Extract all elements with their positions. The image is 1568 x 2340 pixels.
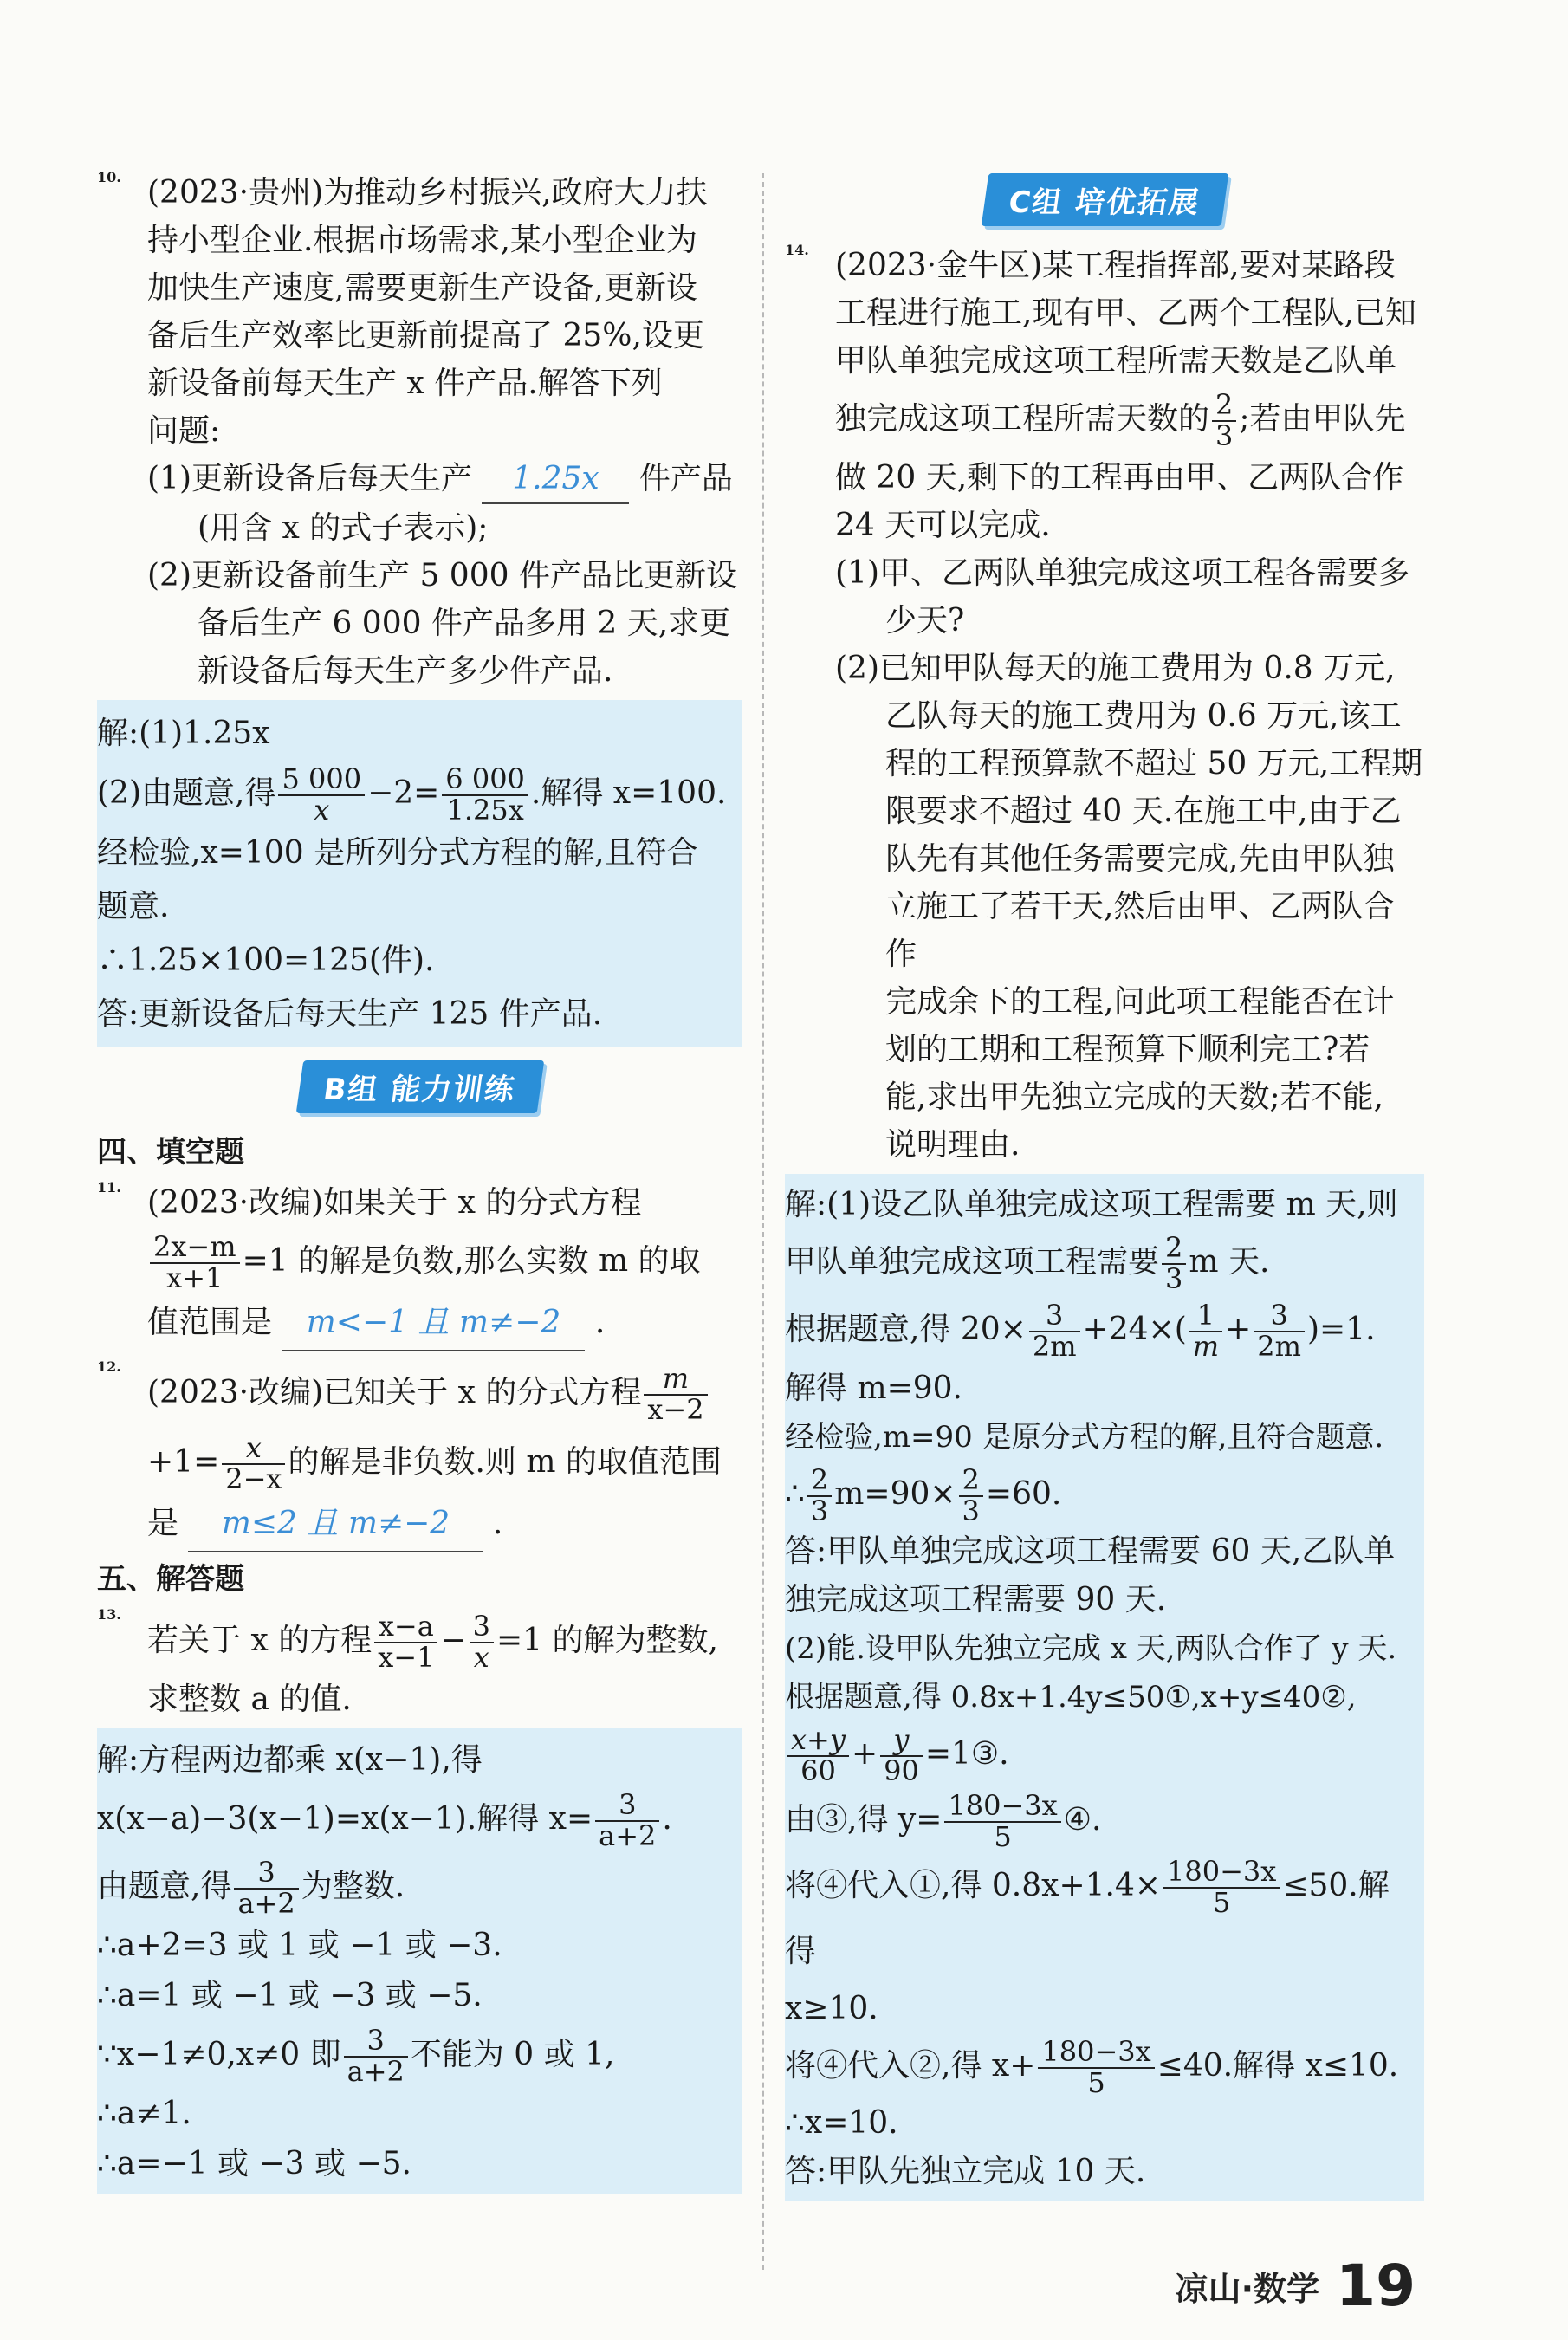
solution-line: ∴a=−1 或 −3 或 −5. (97, 2146, 411, 2181)
sub-question: 说明理由. (885, 1127, 1020, 1163)
question-text: (2023·金牛区)某工程指挥部,要对某路段 (835, 248, 1396, 283)
column-divider (762, 173, 764, 2270)
solution-line: 将④代入①,得 0.8x+1.4× $\frac{180-3x}{5}$ ≤50.解得 (785, 1855, 1390, 1969)
fraction: $\frac{1}{m}$ (1189, 1301, 1222, 1361)
filled-answer: m<−1 且 m≠−2 (282, 1296, 585, 1351)
sub-question: 立施工了若干天,然后由甲、乙两队合作 (885, 889, 1395, 972)
solution-line: 解得 m=90. (785, 1371, 962, 1406)
solution-line: 答:甲队先独立完成 10 天. (785, 2154, 1146, 2189)
solution-line: 题意. (97, 889, 170, 924)
question-number: 14. (785, 242, 809, 258)
question-text: (2023·改编)已知关于 x 的分式方程 $\frac{m}{x-2}$ (147, 1358, 742, 1428)
fraction: $\frac{2}{3}$ (1162, 1234, 1186, 1293)
fraction: $\frac{2}{3}$ (959, 1466, 983, 1526)
solution-line: 根据题意,得 20× $\frac{3}{2m}$ +24×( $\frac{1}{m}$ + $\frac{3}{2m}$ )=1. (785, 1299, 1376, 1363)
sub-question: 完成余下的工程,问此项工程能否在计 (885, 984, 1395, 1020)
solution-13 (97, 1728, 742, 2194)
question-number: 12. (97, 1358, 121, 1375)
solution-line: 独完成这项工程需要 90 天. (785, 1582, 1167, 1617)
question-text: 是 m≤2 且 m≠−2 . (147, 1497, 742, 1552)
solution-line: 解:(1)1.25x (97, 716, 270, 751)
question-text: 问题: (147, 413, 221, 449)
sub-question: 新设备后每天生产多少件产品. (198, 653, 613, 689)
solution-line: 经检验,m=90 是原分式方程的解,且符合题意. (785, 1420, 1384, 1455)
sub-question: (1)更新设备后每天生产 1.25x 件产品 (147, 455, 742, 504)
fraction: $\frac{3}{a+2}$ (595, 1791, 659, 1851)
question-text: 若关于 x 的方程 $\frac{x-a}{x-1}$ − $\frac{3}{x}$ =1 的解为整数, (147, 1610, 718, 1674)
question-text: 求整数 a 的值. (147, 1682, 352, 1717)
question-number: 13. (97, 1606, 121, 1623)
solution-line: (2)由题意,得 $\frac{5 000}{x}$ −2= $\frac{6 000}{1.25x}$ .解得 x=100. (97, 762, 727, 826)
solution-line: (2)能.设甲队先独立完成 x 天,两队合作了 y 天. (785, 1631, 1397, 1666)
sub-question: (用含 x 的式子表示); (198, 510, 489, 546)
page-footer (1176, 2252, 1416, 2319)
fraction: $\frac{3}{a+2}$ (344, 2026, 408, 2086)
question-13 (97, 1606, 742, 1723)
question-number: 10. (97, 169, 121, 185)
solution-line: ∴a+2=3 或 1 或 −1 或 −3. (97, 1928, 502, 1963)
section-heading: 五、解答题 (97, 1562, 244, 1597)
fraction: $\frac{2x-m}{x+1}$ (150, 1233, 240, 1293)
group-c-banner: C组 培优拓展 (981, 173, 1228, 226)
solution-line: 经检验,x=100 是所列分式方程的解,且符合 (97, 835, 698, 871)
right-column (785, 173, 1424, 2201)
question-text: 备后生产效率比更新前提高了 25%,设更 (147, 318, 704, 353)
question-number: 11. (97, 1179, 121, 1196)
question-text: 独完成这项工程所需天数的 $\frac{2}{3}$ ;若由甲队先 (835, 388, 1406, 452)
fraction: $\frac{180-3x}{5}$ (1163, 1857, 1280, 1917)
solution-line: 答:甲队单独完成这项工程需要 60 天,乙队单 (785, 1533, 1396, 1569)
solution-line: ∴1.25×100=125(件). (97, 943, 435, 978)
fraction: $\frac{x-a}{x-1}$ (374, 1612, 437, 1672)
solution-line: 解:方程两边都乘 x(x−1),得 (97, 1742, 483, 1778)
sub-question: (2)更新设备前生产 5 000 件产品比更新设 (147, 558, 737, 593)
fraction: $\frac{2}{3}$ (807, 1466, 832, 1526)
solution-line: ∵x−1≠0,x≠0 即 $\frac{3}{a+2}$ 不能为 0 或 1, (97, 2024, 615, 2088)
fraction: $\frac{180-3x}{5}$ (1038, 2038, 1154, 2097)
solution-line: ∴a≠1. (97, 2096, 191, 2131)
section-heading: 四、填空题 (97, 1135, 244, 1170)
question-text: 新设备前每天生产 x 件产品.解答下列 (147, 366, 663, 401)
solution-14 (785, 1174, 1424, 2201)
sub-question: 少天? (885, 603, 965, 638)
solution-line: ∴x=10. (785, 2105, 898, 2141)
question-12 (97, 1358, 742, 1552)
solution-line: 答:更新设备后每天生产 125 件产品. (97, 996, 603, 1032)
question-text: (2023·改编)如果关于 x 的分式方程 (147, 1185, 642, 1221)
sub-question: 能,求出甲先独立完成的天数;若不能, (885, 1079, 1384, 1115)
fraction: $\frac{180-3x}{5}$ (944, 1792, 1060, 1851)
sub-question: 备后生产 6 000 件产品多用 2 天,求更 (198, 606, 731, 641)
solution-line: 解:(1)设乙队单独完成这项工程需要 m 天,则 (785, 1187, 1398, 1222)
fraction: $\frac{2}{3}$ (1212, 391, 1236, 450)
footer-text: 凉山·数学 (1175, 2270, 1320, 2308)
sub-question: (1)甲、乙两队单独完成这项工程各需要多 (835, 555, 1409, 591)
fraction: $\frac{6 000}{1.25x}$ (442, 765, 528, 825)
fraction: $\frac{y}{90}$ (880, 1726, 923, 1786)
sub-question: 队先有其他任务需要完成,先由甲队独 (885, 841, 1395, 877)
solution-line: 根据题意,得 0.8x+1.4y≤50①,x+y≤40②, (785, 1680, 1357, 1714)
question-text: +1= $\frac{x}{2-x}$ 的解是非负数.则 m 的取值范围 (147, 1431, 722, 1495)
solution-line: 由③,得 y= $\frac{180-3x}{5}$ ④. (785, 1789, 1102, 1853)
sub-question: 程的工程预算款不超过 50 万元,工程期 (885, 746, 1423, 781)
fraction: $\frac{3}{x}$ (470, 1612, 494, 1672)
page-number: 19 (1336, 2252, 1416, 2319)
question-text: 加快生产速度,需要更新生产设备,更新设 (147, 270, 697, 306)
question-text: 24 天可以完成. (835, 508, 1051, 543)
fraction: $\frac{x}{2-x}$ (222, 1434, 285, 1494)
left-column (97, 169, 742, 2194)
question-text: 做 20 天,剩下的工程再由甲、乙两队合作 (835, 460, 1404, 496)
solution-line: 甲队单独完成这项工程需要 $\frac{2}{3}$ m 天. (785, 1231, 1270, 1295)
question-text: 工程进行施工,现有甲、乙两个工程队,已知 (835, 295, 1416, 331)
solution-line: x≥10. (785, 1991, 878, 2026)
fraction: $\frac{3}{2m}$ (1029, 1301, 1080, 1361)
group-b-banner: B组 能力训练 (295, 1060, 543, 1113)
sub-question: (2)已知甲队每天的施工费用为 0.8 万元, (835, 651, 1396, 686)
question-text: 甲队单独完成这项工程所需天数是乙队单 (835, 343, 1397, 379)
question-text: 值范围是 m<−1 且 m≠−2 . (147, 1296, 742, 1351)
solution-line: ∴a=1 或 −1 或 −3 或 −5. (97, 1978, 483, 2013)
fraction: $\frac{x+y}{60}$ (787, 1726, 849, 1786)
solution-line: ∴ $\frac{2}{3}$ m=90× $\frac{2}{3}$ =60. (785, 1463, 1062, 1527)
fraction: $\frac{5 000}{x}$ (278, 765, 365, 825)
solution-line: x(x−a)−3(x−1)=x(x−1).解得 x= $\frac{3}{a+2}$ . (97, 1788, 672, 1852)
group-b-banner-wrap (97, 1060, 742, 1113)
fraction: $\frac{3}{a+2}$ (234, 1858, 298, 1918)
question-text: (2023·贵州)为推动乡村振兴,政府大力扶 (147, 175, 708, 211)
solution-10 (97, 700, 742, 1047)
solution-line: $\frac{x+y}{60}$ + $\frac{y}{90}$ =1③. (785, 1721, 1419, 1787)
sub-question: 限要求不超过 40 天.在施工中,由于乙 (885, 794, 1402, 829)
solution-line: 由题意,得 $\frac{3}{a+2}$ 为整数. (97, 1856, 405, 1920)
question-text: $\frac{2x-m}{x+1}$ =1 的解是负数,那么实数 m 的取 (147, 1227, 742, 1296)
group-c-banner-wrap (785, 173, 1424, 226)
filled-answer: 1.25x (482, 455, 629, 504)
question-10 (97, 169, 742, 695)
sub-question: 乙队每天的施工费用为 0.6 万元,该工 (885, 698, 1402, 734)
question-14 (785, 242, 1424, 1169)
fraction: $\frac{m}{x-2}$ (644, 1364, 707, 1424)
sub-question: 划的工期和工程预算下顺利完工?若 (885, 1032, 1370, 1067)
question-text: 持小型企业.根据市场需求,某小型企业为 (147, 223, 697, 258)
fraction: $\frac{3}{2m}$ (1254, 1301, 1305, 1361)
question-11 (97, 1179, 742, 1351)
solution-line: 将④代入②,得 x+ $\frac{180-3x}{5}$ ≤40.解得 x≤10. (785, 2035, 1399, 2099)
filled-answer: m≤2 且 m≠−2 (188, 1497, 483, 1552)
